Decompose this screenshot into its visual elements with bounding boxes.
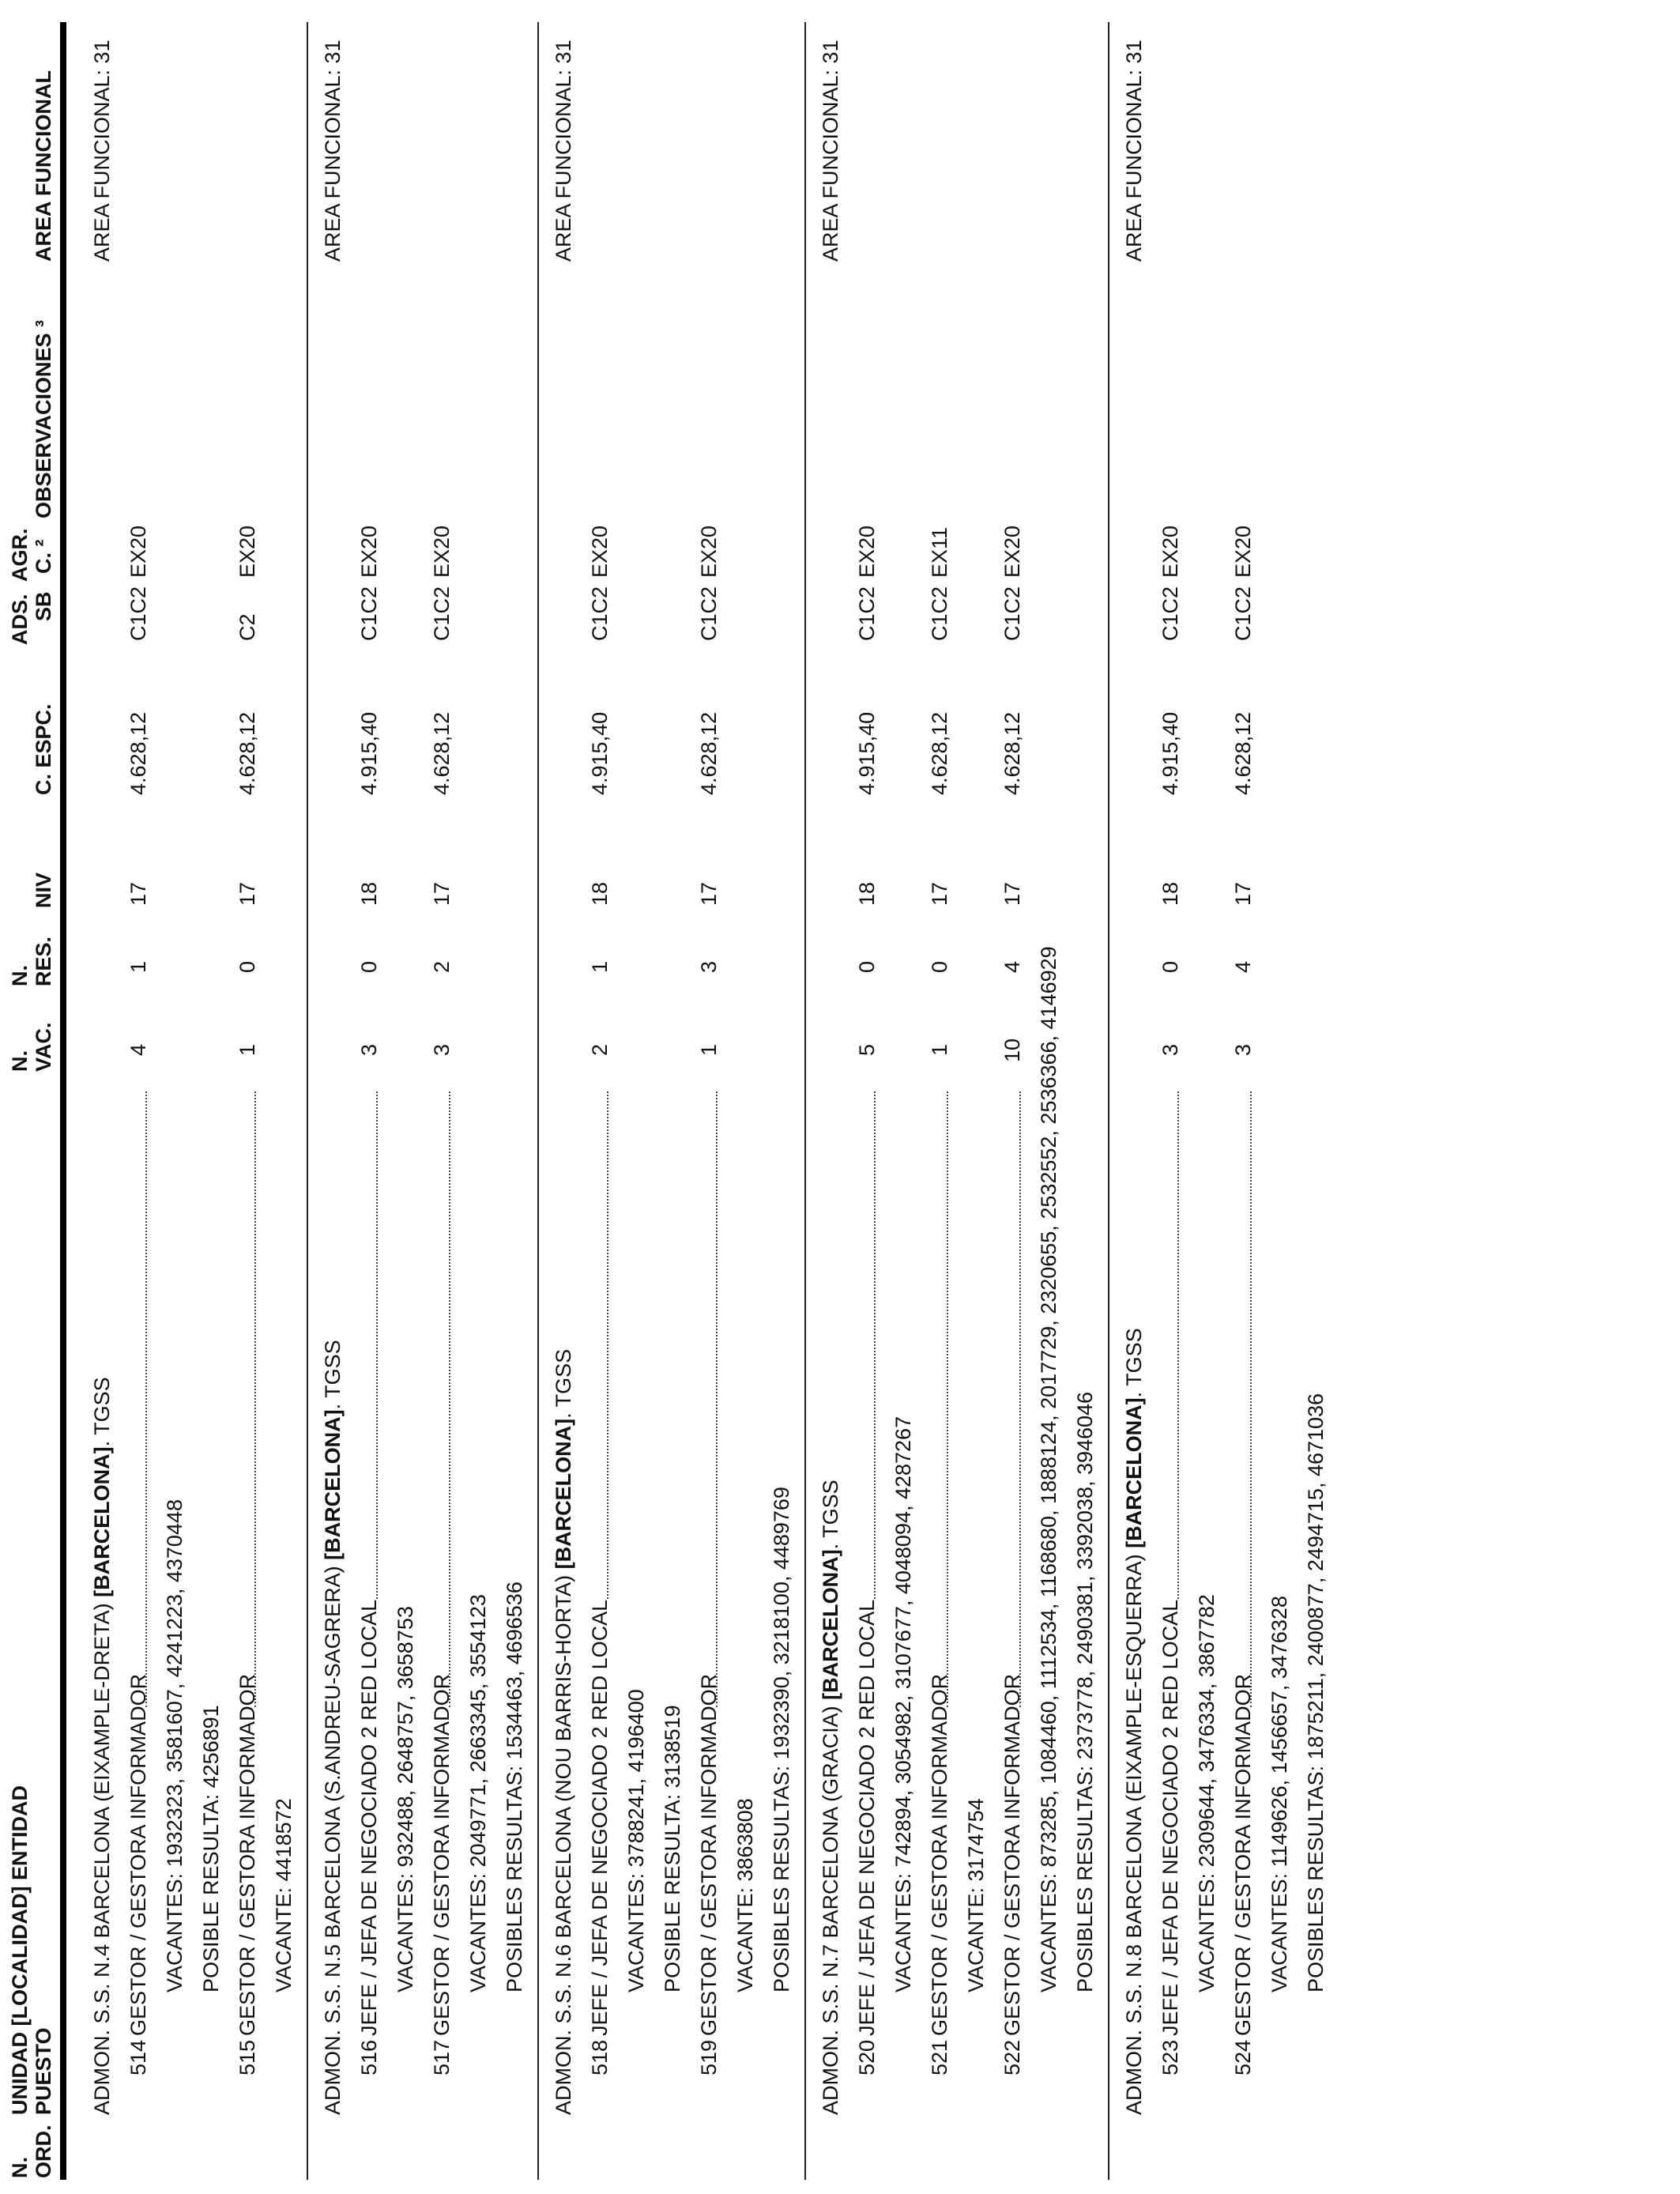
entity-name: ADMON. S.S. N.4 BARCELONA (EIXAMPLE-DRETA) <box>90 1596 114 2115</box>
n-vacantes: 1 <box>697 1043 721 1056</box>
entity-heading <box>553 1349 574 2115</box>
entity-name: ADMON. S.S. N.5 BARCELONA (S.ANDREU-SAGRERA) <box>321 1559 345 2115</box>
header-agr-1: AGR. <box>8 528 32 582</box>
dotted-leader <box>874 1091 876 1599</box>
adscripcion-subgrupo: C1C2 <box>430 586 454 641</box>
nivel: 17 <box>235 881 259 906</box>
header-unidad-1: UNIDAD [LOCALIDAD] ENTIDAD <box>8 1785 32 2115</box>
entity-localidad: [BARCELONA] <box>321 1409 345 1560</box>
detail-line: POSIBLE RESULTA: 4256891 <box>199 1705 223 1992</box>
agrupacion-cuerpo: EX20 <box>1231 525 1255 578</box>
complemento-especifico: 4.915,40 <box>855 711 879 795</box>
detail-line: VACANTES: 873285, 1084460, 1112534, 1168680, 1888124, 2017729, 2320655, 2532552, 2536366, 4146929 <box>1037 946 1060 1992</box>
entity-localidad: [BARCELONA] <box>90 1446 114 1597</box>
nivel: 17 <box>928 881 951 906</box>
puesto-name: GESTOR / GESTORA INFORMADOR <box>235 1673 259 2036</box>
detail-line: POSIBLES RESULTAS: 1534463, 4696536 <box>503 1581 526 1992</box>
n-vacantes: 3 <box>1231 1043 1255 1056</box>
dotted-leader <box>947 1091 948 1707</box>
entity-suffix: . TGSS <box>552 1348 575 1419</box>
dotted-leader <box>376 1091 378 1599</box>
dotted-leader <box>254 1091 256 1707</box>
dotted-leader <box>607 1091 608 1599</box>
n-resultas: 2 <box>430 960 454 973</box>
entity-suffix: . TGSS <box>321 1340 345 1410</box>
agrupacion-cuerpo: EX20 <box>855 525 879 578</box>
agrupacion-cuerpo: EX20 <box>1000 525 1024 578</box>
entity-heading <box>322 1340 344 2115</box>
header-nord-1: N. <box>8 2157 32 2178</box>
adscripcion-subgrupo: C1C2 <box>928 586 951 641</box>
complemento-especifico: 4.915,40 <box>1158 711 1182 795</box>
puesto-name: JEFE / JEFA DE NEGOCIADO 2 RED LOCAL <box>357 1599 381 2036</box>
n-resultas: 1 <box>126 960 150 973</box>
orden-number: 517 <box>430 2039 454 2075</box>
n-vacantes: 4 <box>126 1043 150 1056</box>
detail-line: POSIBLES RESULTAS: 1875211, 2400877, 2494715, 4671036 <box>1304 1393 1328 1992</box>
detail-line: VACANTE: 3863808 <box>733 1798 757 1992</box>
header-rule <box>60 22 66 2180</box>
detail-line: VACANTES: 3788241, 4196400 <box>624 1689 648 1992</box>
complemento-especifico: 4.628,12 <box>697 711 721 795</box>
header-nvac-1: N. <box>8 1050 32 1072</box>
puesto-name: GESTOR / GESTORA INFORMADOR <box>1000 1673 1024 2036</box>
detail-line: VACANTES: 2309644, 3476334, 3867782 <box>1195 1594 1219 1992</box>
entity-name: ADMON. S.S. N.7 BARCELONA (GRACIA) <box>819 1699 842 2115</box>
orden-number: 522 <box>1000 2039 1024 2075</box>
orden-number: 518 <box>588 2039 612 2075</box>
adscripcion-subgrupo: C1C2 <box>855 586 879 641</box>
detail-line: VACANTES: 932488, 2648757, 3658753 <box>394 1606 417 1992</box>
complemento-especifico: 4.628,12 <box>928 711 951 795</box>
agrupacion-cuerpo: EX20 <box>430 525 454 578</box>
complemento-especifico: 4.915,40 <box>357 711 381 795</box>
n-resultas: 0 <box>357 960 381 973</box>
orden-number: 524 <box>1231 2039 1255 2075</box>
header-nres-2: RES. <box>32 936 55 986</box>
detail-line: VACANTES: 1932323, 3581607, 4241223, 4370448 <box>163 1499 186 1992</box>
n-resultas: 3 <box>697 960 721 973</box>
entity-localidad: [BARCELONA] <box>1122 1397 1146 1548</box>
orden-number: 521 <box>928 2039 951 2075</box>
complemento-especifico: 4.628,12 <box>1000 711 1024 795</box>
adscripcion-subgrupo: C1C2 <box>697 586 721 641</box>
n-resultas: 1 <box>588 960 612 973</box>
agrupacion-cuerpo: EX20 <box>1158 525 1182 578</box>
n-vacantes: 3 <box>357 1043 381 1056</box>
nivel: 18 <box>855 881 879 906</box>
entity-name: ADMON. S.S. N.8 BARCELONA (EIXAMPLE-ESQUERRA) <box>1122 1547 1146 2115</box>
n-vacantes: 10 <box>1000 1038 1024 1062</box>
n-vacantes: 2 <box>588 1043 612 1056</box>
entity-suffix: . TGSS <box>1122 1328 1146 1398</box>
area-funcional: AREA FUNCIONAL: 31 <box>90 40 114 262</box>
orden-number: 520 <box>855 2039 879 2075</box>
puesto-name: GESTOR / GESTORA INFORMADOR <box>126 1673 150 2036</box>
header-nvac-2: VAC. <box>32 1022 55 1072</box>
header-nres-1: N. <box>8 965 32 986</box>
adscripcion-subgrupo: C2 <box>235 613 259 641</box>
detail-line: VACANTES: 742894, 3054982, 3107677, 4048094, 4287267 <box>891 1416 915 1992</box>
detail-line: VACANTE: 4418572 <box>272 1798 296 1992</box>
n-vacantes: 3 <box>1158 1043 1182 1056</box>
agrupacion-cuerpo: EX20 <box>126 525 150 578</box>
puesto-name: GESTOR / GESTORA INFORMADOR <box>928 1673 951 2036</box>
agrupacion-cuerpo: EX20 <box>357 525 381 578</box>
header-ads-1: ADS. <box>8 594 32 645</box>
adscripcion-subgrupo: C1C2 <box>588 586 612 641</box>
area-funcional: AREA FUNCIONAL: 31 <box>321 40 345 262</box>
puesto-name: JEFE / JEFA DE NEGOCIADO 2 RED LOCAL <box>1158 1599 1182 2036</box>
adscripcion-subgrupo: C1C2 <box>357 586 381 641</box>
entity-heading <box>820 1480 842 2115</box>
n-resultas: 0 <box>1158 960 1182 973</box>
complemento-especifico: 4.628,12 <box>235 711 259 795</box>
entity-name: ADMON. S.S. N.6 BARCELONA (NOU BARRIS-HORTA) <box>552 1569 575 2115</box>
complemento-especifico: 4.915,40 <box>588 711 612 795</box>
agrupacion-cuerpo: EX11 <box>928 526 951 578</box>
puesto-name: GESTOR / GESTORA INFORMADOR <box>697 1673 721 2036</box>
group-separator <box>307 22 308 2180</box>
header-nord-2: ORD. <box>32 2124 55 2178</box>
nivel: 18 <box>357 881 381 906</box>
detail-line: POSIBLE RESULTA: 3138519 <box>661 1705 684 1992</box>
nivel: 17 <box>697 881 721 906</box>
n-resultas: 0 <box>235 960 259 973</box>
n-vacantes: 5 <box>855 1043 879 1056</box>
detail-line: POSIBLES RESULTAS: 2373778, 2490381, 3392038, 3946046 <box>1073 1391 1097 1992</box>
dotted-leader <box>1250 1091 1252 1707</box>
detail-line: VACANTE: 3174754 <box>964 1798 988 1992</box>
header-observaciones: OBSERVACIONES ³ <box>32 319 55 518</box>
nivel: 17 <box>126 881 150 906</box>
adscripcion-subgrupo: C1C2 <box>126 586 150 641</box>
header-ads-2: SB <box>32 591 55 621</box>
nivel: 18 <box>588 881 612 906</box>
nivel: 17 <box>1231 881 1255 906</box>
detail-line: VACANTES: 2049771, 2663345, 3554123 <box>466 1594 490 1992</box>
detail-line: POSIBLES RESULTAS: 1932390, 3218100, 4489769 <box>770 1487 793 1992</box>
entity-suffix: . TGSS <box>819 1480 842 1550</box>
entity-localidad: [BARCELONA] <box>552 1418 575 1570</box>
n-resultas: 4 <box>1000 960 1024 973</box>
puesto-name: JEFE / JEFA DE NEGOCIADO 2 RED LOCAL <box>588 1599 612 2036</box>
n-resultas: 0 <box>928 960 951 973</box>
header-area-funcional: AREA FUNCIONAL <box>32 70 55 262</box>
group-separator <box>804 22 806 2180</box>
orden-number: 516 <box>357 2039 381 2075</box>
group-separator <box>537 22 539 2180</box>
area-funcional: AREA FUNCIONAL: 31 <box>552 40 575 262</box>
n-resultas: 0 <box>855 960 879 973</box>
dotted-leader <box>1019 1091 1021 1707</box>
entity-heading <box>92 1377 113 2115</box>
header-cespc: C. ESPC. <box>32 703 55 795</box>
complemento-especifico: 4.628,12 <box>1231 711 1255 795</box>
puesto-name: GESTOR / GESTORA INFORMADOR <box>430 1673 454 2036</box>
orden-number: 514 <box>126 2039 150 2075</box>
entity-suffix: . TGSS <box>90 1377 114 1447</box>
nivel: 18 <box>1158 881 1182 906</box>
orden-number: 519 <box>697 2039 721 2075</box>
dotted-leader <box>716 1091 718 1707</box>
group-separator <box>1108 22 1109 2180</box>
agrupacion-cuerpo: EX20 <box>697 525 721 578</box>
area-funcional: AREA FUNCIONAL: 31 <box>819 40 842 262</box>
detail-line: VACANTES: 1149626, 1456657, 3476328 <box>1268 1596 1291 1992</box>
puesto-name: JEFE / JEFA DE NEGOCIADO 2 RED LOCAL <box>855 1599 879 2036</box>
area-funcional: AREA FUNCIONAL: 31 <box>1122 40 1146 262</box>
n-vacantes: 1 <box>235 1043 259 1056</box>
nivel: 17 <box>1000 881 1024 906</box>
dotted-leader <box>145 1091 147 1707</box>
agrupacion-cuerpo: EX20 <box>235 525 259 578</box>
complemento-especifico: 4.628,12 <box>126 711 150 795</box>
nivel: 17 <box>430 881 454 906</box>
adscripcion-subgrupo: C1C2 <box>1231 586 1255 641</box>
adscripcion-subgrupo: C1C2 <box>1158 586 1182 641</box>
entity-heading <box>1124 1328 1145 2115</box>
agrupacion-cuerpo: EX20 <box>588 525 612 578</box>
complemento-especifico: 4.628,12 <box>430 711 454 795</box>
dotted-leader <box>449 1091 450 1707</box>
orden-number: 523 <box>1158 2039 1182 2075</box>
adscripcion-subgrupo: C1C2 <box>1000 586 1024 641</box>
puesto-name: GESTOR / GESTORA INFORMADOR <box>1231 1673 1255 2036</box>
entity-localidad: [BARCELONA] <box>819 1549 842 1700</box>
header-agr-2: C. ² <box>32 539 55 574</box>
header-niv: NIV <box>32 872 55 908</box>
n-vacantes: 3 <box>430 1043 454 1056</box>
header-unidad-2: PUESTO <box>32 2027 55 2115</box>
n-vacantes: 1 <box>928 1043 951 1056</box>
n-resultas: 4 <box>1231 960 1255 973</box>
dotted-leader <box>1177 1091 1179 1599</box>
orden-number: 515 <box>235 2039 259 2075</box>
